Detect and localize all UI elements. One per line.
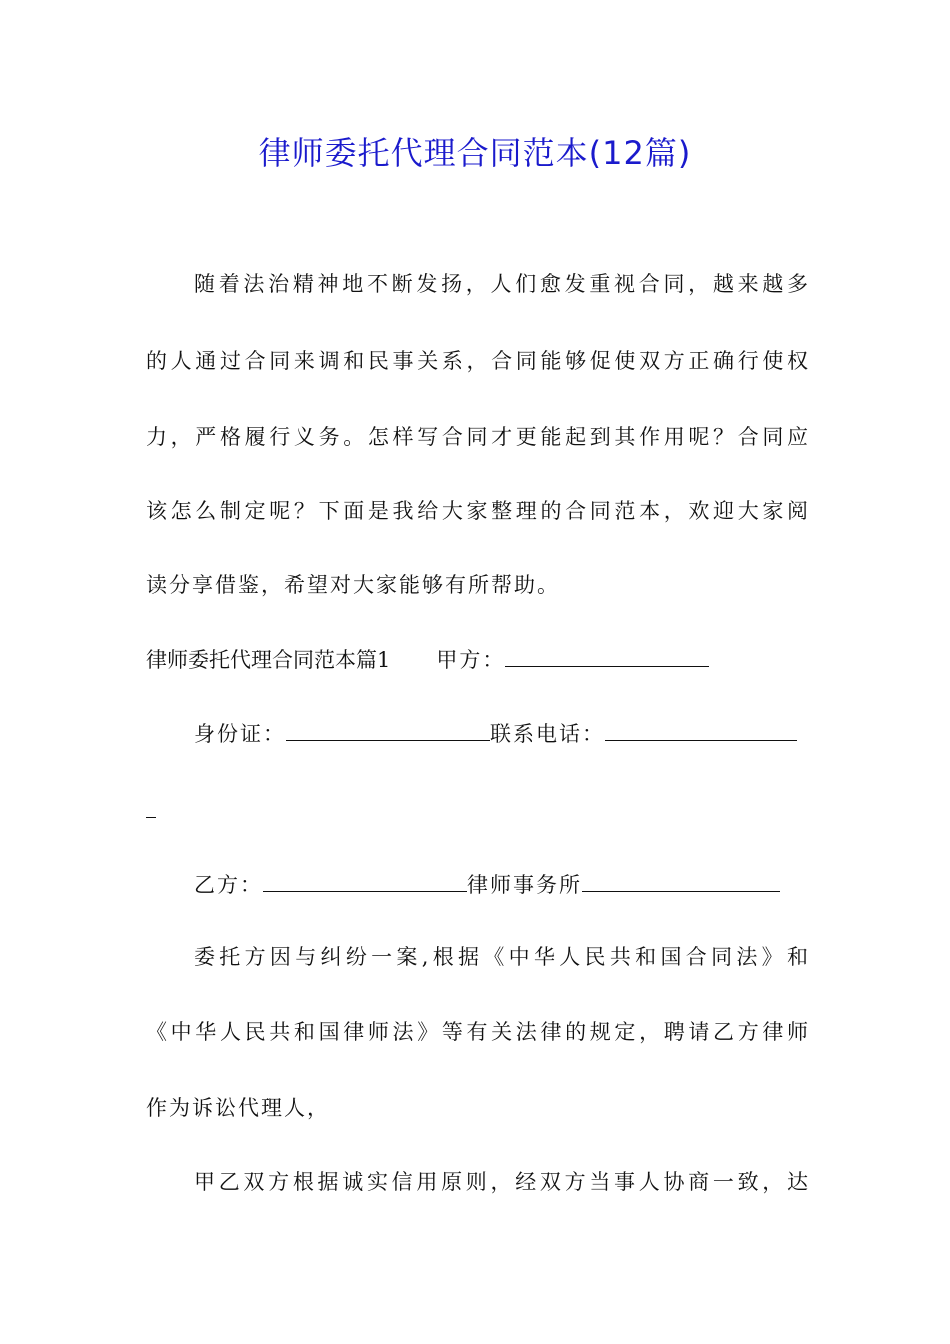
party-a-blank [505, 648, 709, 667]
section-heading-line [146, 645, 810, 675]
party-b-blank [263, 873, 467, 892]
intro-line-4: 该怎么制定呢？下面是我给大家整理的合同范本，欢迎大家阅 [146, 499, 810, 523]
section-heading: 律师委托代理合同范本篇1 [146, 648, 391, 672]
intro-line-5: 读分享借鉴，希望对大家能够有所帮助。 [146, 573, 560, 597]
party-b-label: 乙方： [194, 873, 263, 897]
body-line-4: 甲乙双方根据诚实信用原则，经双方当事人协商一致，达 [194, 1170, 810, 1194]
intro-line-3: 力，严格履行义务。怎样写合同才更能起到其作用呢？合同应 [146, 425, 810, 449]
body-line-2: 《中华人民共和国律师法》等有关法律的规定，聘请乙方律师 [146, 1020, 810, 1044]
intro-line-1: 随着法治精神地不断发扬，人们愈发重视合同，越来越多 [194, 272, 810, 296]
body-line-3: 作为诉讼代理人， [146, 1096, 330, 1120]
body-line-1: 委托方因与纠纷一案,根据《中华人民共和国合同法》和 [194, 945, 810, 969]
law-firm-label: 律师事务所 [467, 873, 582, 897]
party-b-line [146, 870, 810, 900]
id-label: 身份证： [194, 722, 286, 746]
party-a-label: 甲方： [436, 648, 506, 672]
phone-blank-continuation [146, 817, 156, 818]
intro-line-2: 的人通过合同来调和民事关系，合同能够促使双方正确行使权 [146, 349, 810, 373]
phone-label: 联系电话： [490, 722, 605, 746]
law-firm-blank [582, 873, 780, 892]
phone-blank [605, 722, 797, 741]
document-title: 律师委托代理合同范本(12篇) [258, 134, 692, 172]
id-phone-line [146, 719, 810, 749]
id-blank [286, 722, 490, 741]
